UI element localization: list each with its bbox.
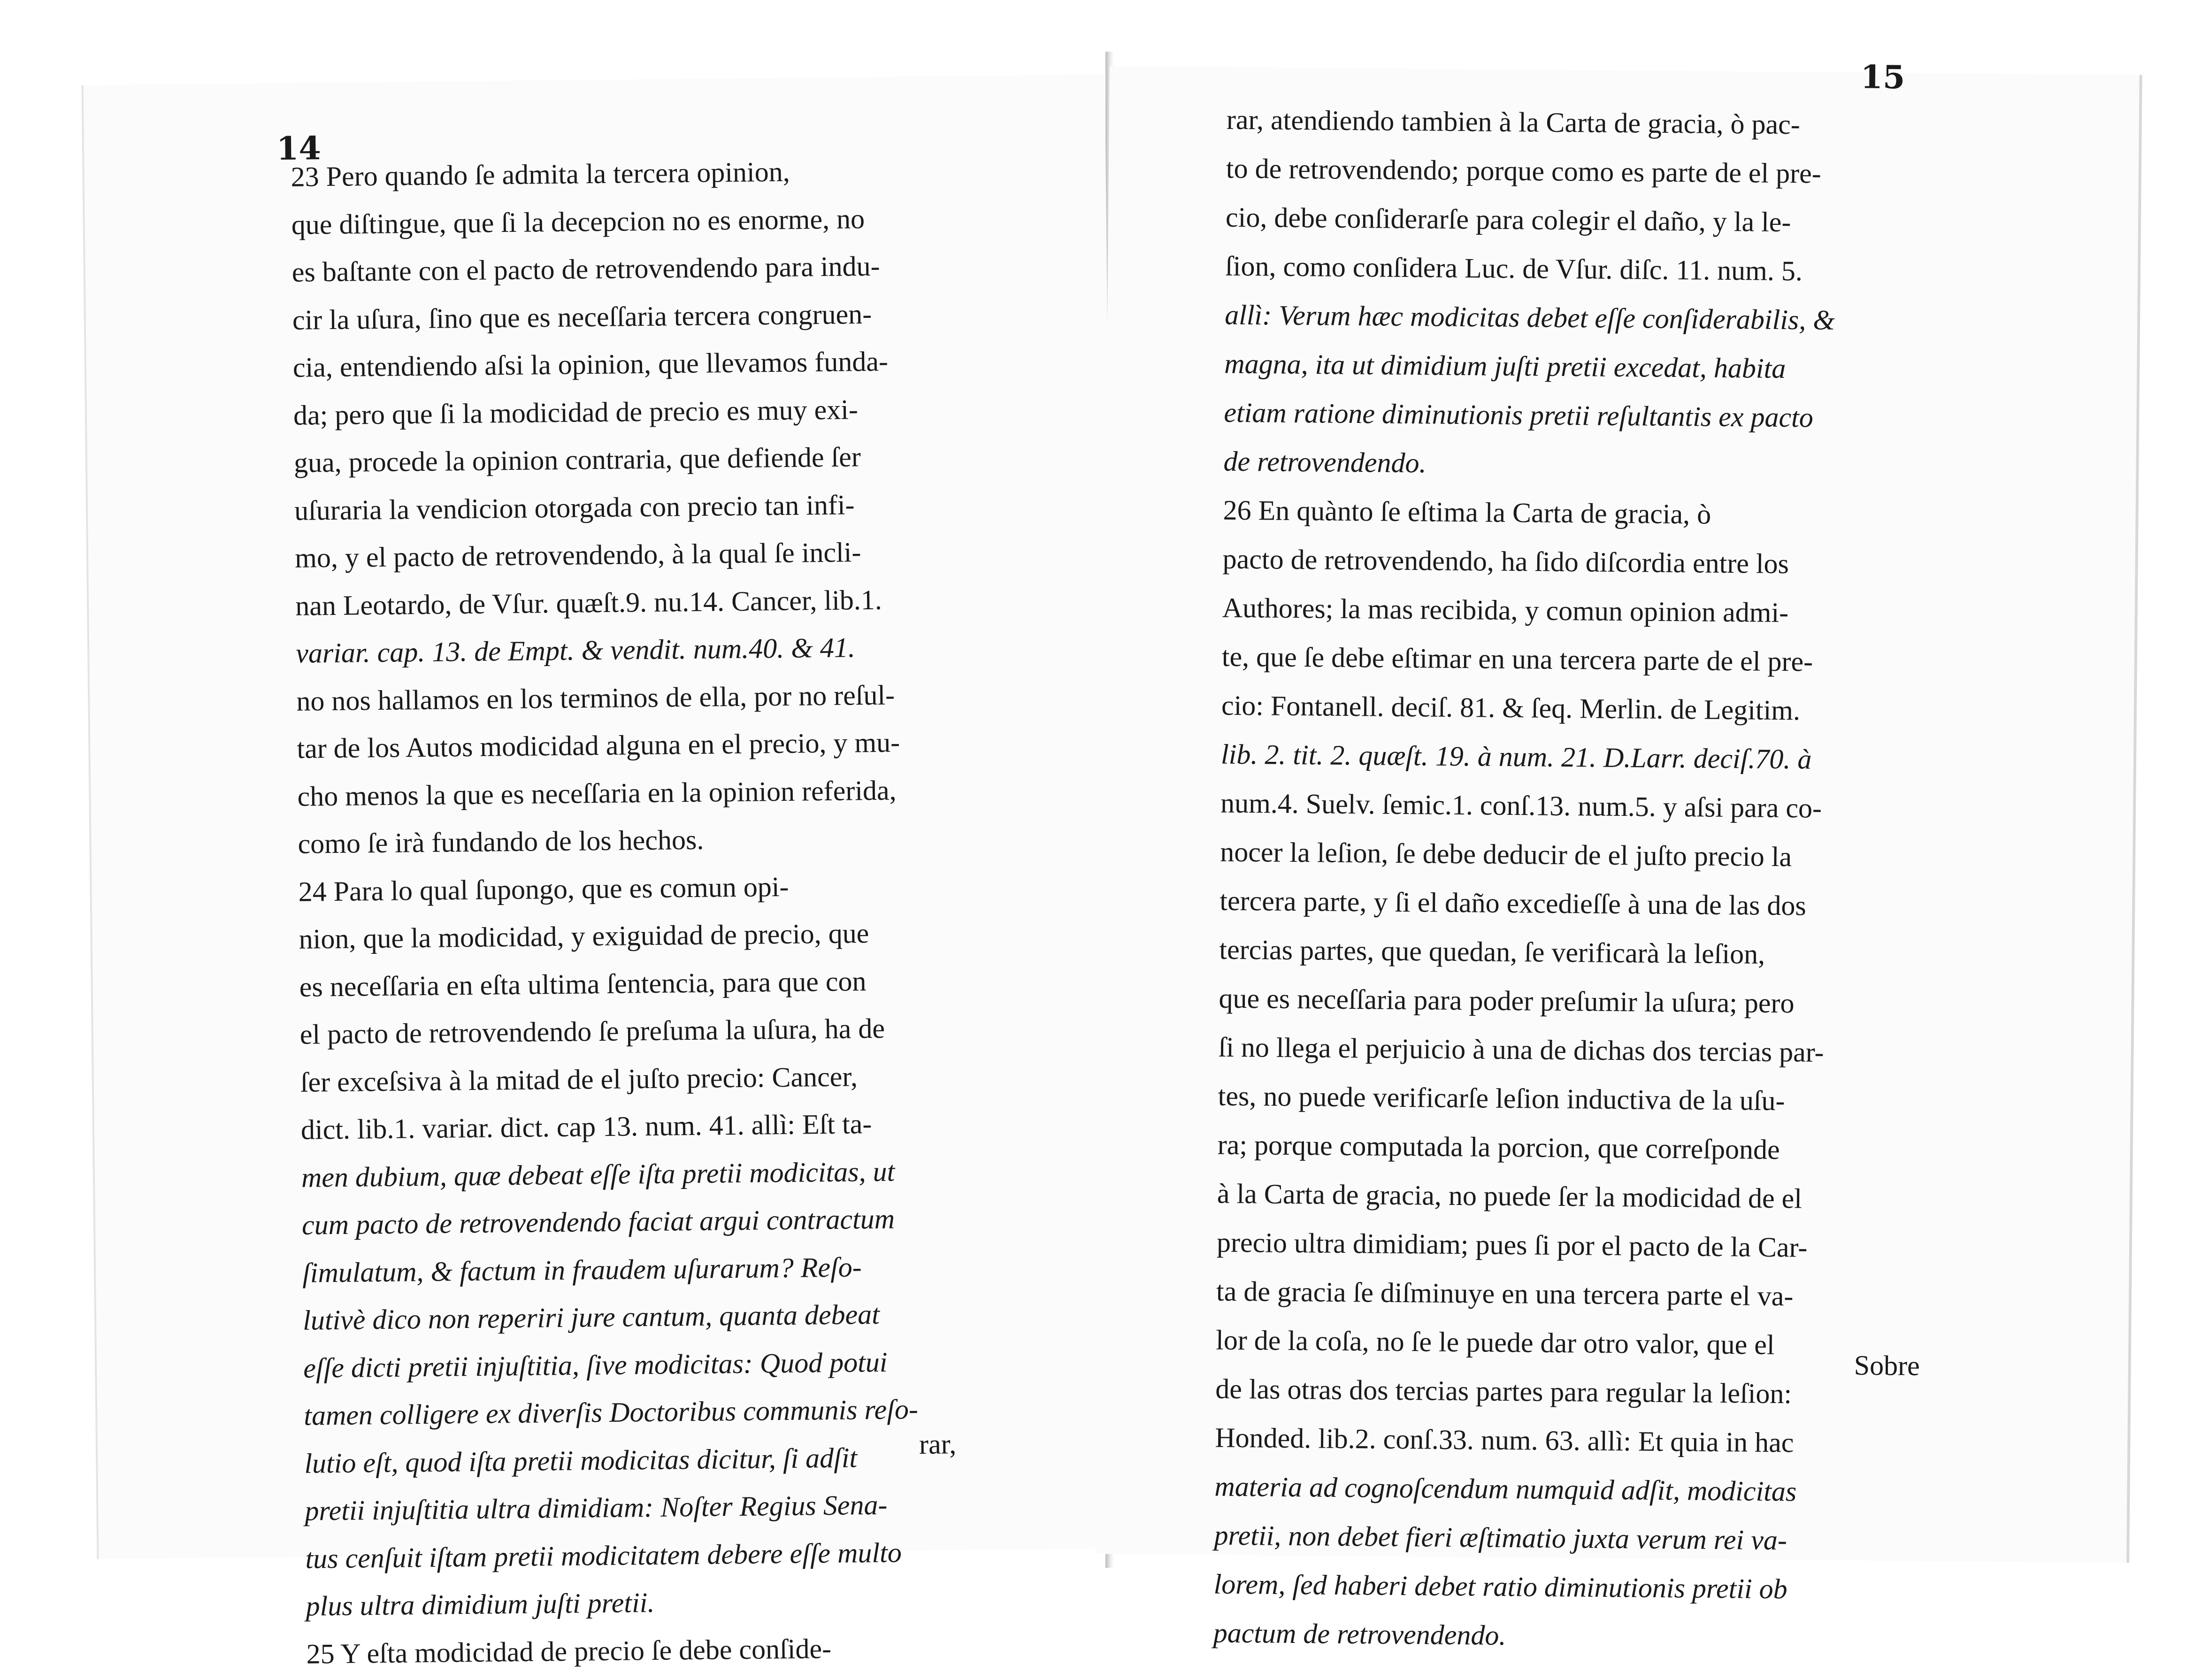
text-line: ſimulatum, & factum in fraudem uſurarum? Reſo- [302, 1251, 862, 1289]
text-line: uſuraria la vendicion otorgada con precio tan infi- [294, 489, 855, 526]
text-line: men dubium, quæ debeat eſſe iſta pretii modicitas, ut [301, 1155, 895, 1193]
left-page-text [291, 145, 1095, 1678]
text-line: da; pero que ſi la modicidad de precio es muy exi- [293, 393, 859, 431]
text-line: ra; porque computada la porcion, que correſponde [1217, 1129, 1780, 1166]
text-line: 25 Y eſta modicidad de precio ſe debe conſide- [306, 1633, 832, 1670]
right-page-text [1213, 95, 2118, 1665]
text-line: nan Leotardo, de Vſur. quæſt.9. nu.14. Cancer, lib.1. [295, 584, 882, 621]
text-line: materia ad cognoſcendum numquid adſit, modicitas [1214, 1471, 1797, 1507]
text-line: como ſe irà fundando de los hechos. [298, 824, 704, 859]
text-line: tamen colligere ex diverſis Doctoribus communis reſo- [303, 1393, 919, 1431]
text-line: lib. 2. tit. 2. quæſt. 19. à num. 21. D.Larr. deciſ.70. à [1220, 738, 1812, 775]
text-line: ſer exceſsiva à la mitad de el juſto precio: Cancer, [300, 1060, 858, 1098]
text-line: lutio eſt, quod iſta pretii modicitas dicitur, ſi adſit [304, 1442, 858, 1479]
text-line: que es neceſſaria para poder preſumir la uſura; pero [1219, 982, 1795, 1019]
text-line: no nos hallamos en los terminos de ella, por no reſul- [296, 679, 895, 717]
text-line: tercera parte, y ſi el daño excedieſſe à una de las dos [1220, 885, 1807, 921]
text-line: pactum de retrovendendo. [1213, 1617, 1506, 1651]
text-line: cio, debe conſiderarſe para colegir el daño, y la le- [1225, 201, 1791, 238]
text-line: tus cenſuit iſtam pretii modicitatem debere eſſe multo [305, 1536, 902, 1574]
text-line: lor de la coſa, no ſe le puede dar otro valor, que el [1215, 1324, 1775, 1360]
left-page [82, 75, 1120, 1670]
text-line: ſi no llega el perjuicio à una de dichas dos tercias par- [1218, 1031, 1824, 1068]
text-line: num.4. Suelv. ſemic.1. conſ.13. num.5. y aſsi para co- [1220, 787, 1822, 824]
text-line: to de retrovendendo; porque como es parte de el pre- [1226, 153, 1822, 189]
text-line: pacto de retrovendendo, ha ſido diſcordia entre los [1222, 543, 1789, 580]
text-line: cia, entendiendo aſsi la opinion, que llevamos funda- [292, 345, 889, 383]
right-page [1097, 58, 2142, 1651]
text-line: lorem, ſed haberi debet ratio diminutionis pretii ob [1213, 1568, 1788, 1605]
page-number-left: 14 [276, 130, 322, 168]
text-line: Authores; la mas recibida, y comun opinion admi- [1222, 592, 1789, 629]
text-line: eſſe dicti pretii injuſtitia, ſive modicitas: Quod potui [303, 1346, 888, 1384]
text-line: es neceſſaria en eſta ultima ſentencia, para que con [299, 965, 867, 1003]
text-line: es baſtante con el pacto de retrovendendo para indu- [291, 250, 880, 288]
catchword-right: Sobre [1854, 1350, 1920, 1381]
text-line: rar, atendiendo tambien à la Carta de gracia, ò pac- [1226, 104, 1801, 140]
text-line: de las otras dos tercias partes para regular la leſion: [1215, 1373, 1792, 1410]
text-line: nion, que la modicidad, y exiguidad de precio, que [299, 918, 869, 955]
text-line: tar de los Autos modicidad alguna en el precio, y mu- [297, 727, 900, 764]
text-line: Honded. lib.2. conſ.33. num. 63. allì: Et quia in hac [1215, 1422, 1794, 1458]
text-line: gua, procede la opinion contraria, que defiende ſer [293, 441, 861, 478]
text-line: cio: Fontanell. deciſ. 81. & ſeq. Merlin. de Legitim. [1221, 690, 1801, 726]
text-line: etiam ratione diminutionis pretii reſultantis ex pacto [1224, 397, 1814, 433]
text-line: ſion, como conſidera Luc. de Vſur. diſc. 11. num. 5. [1225, 250, 1803, 287]
text-line: mo, y el pacto de retrovendendo, à la qual ſe incli- [294, 537, 861, 574]
text-line: lutivè dico non reperiri jure cantum, quanta debeat [302, 1298, 880, 1336]
text-line: plus ultra dimidium juſti pretii. [306, 1587, 655, 1622]
text-line: allì: Verum hæc modicitas debet eſſe conſiderabilis, & [1224, 299, 1835, 336]
text-line: à la Carta de gracia, no puede ſer la modicidad de el [1217, 1178, 1802, 1214]
text-line: cum pacto de retrovendendo faciat argui contractum [301, 1203, 895, 1241]
text-line: cho menos la que es neceſſaria en la opinion referida, [297, 774, 897, 812]
text-line: cir la uſura, ſino que es neceſſaria tercera congruen- [292, 298, 872, 336]
text-line: precio ultra dimidiam; pues ſi por el pacto de la Car- [1216, 1227, 1808, 1263]
text-line: 23 Pero quando ſe admita la tercera opinion, [291, 156, 790, 192]
text-line: 26 En quànto ſe eſtima la Carta de gracia, ò [1223, 494, 1711, 530]
text-line: de retrovendendo. [1223, 445, 1427, 479]
text-line: que diſtingue, que ſi la decepcion no es enorme, no [291, 203, 865, 240]
text-line: tes, no puede verificarſe leſion inductiva de la uſu- [1218, 1080, 1785, 1117]
text-line: pretii, non debet fieri æſtimatio juxta verum rei va- [1214, 1519, 1787, 1556]
text-line: nocer la leſion, ſe debe deducir de el juſto precio la [1220, 836, 1792, 873]
text-line: 24 Para lo qual ſupongo, que es comun opi- [298, 871, 789, 907]
text-line: tercias partes, que quedan, ſe verificarà la leſion, [1219, 934, 1765, 970]
text-line: dict. lib.1. variar. dict. cap 13. num. 41. allì: Eſt ta- [300, 1108, 872, 1145]
text-line: te, que ſe debe eſtimar en una tercera parte de el pre- [1221, 641, 1813, 677]
text-line: variar. cap. 13. de Empt. & vendit. num.40. & 41. [295, 632, 856, 669]
text-line: pretii injuſtitia ultra dimidiam: Noſter Regius Sena- [305, 1489, 888, 1527]
page-number-right: 15 [1860, 58, 1905, 97]
text-line: el pacto de retrovendendo ſe preſuma la uſura, ha de [299, 1013, 885, 1050]
text-line: ta de gracia ſe diſminuye en una tercera parte el va- [1216, 1275, 1794, 1312]
text-line: magna, ita ut dimidium juſti pretii excedat, habita [1224, 348, 1786, 384]
catchword-left: rar, [919, 1428, 957, 1460]
